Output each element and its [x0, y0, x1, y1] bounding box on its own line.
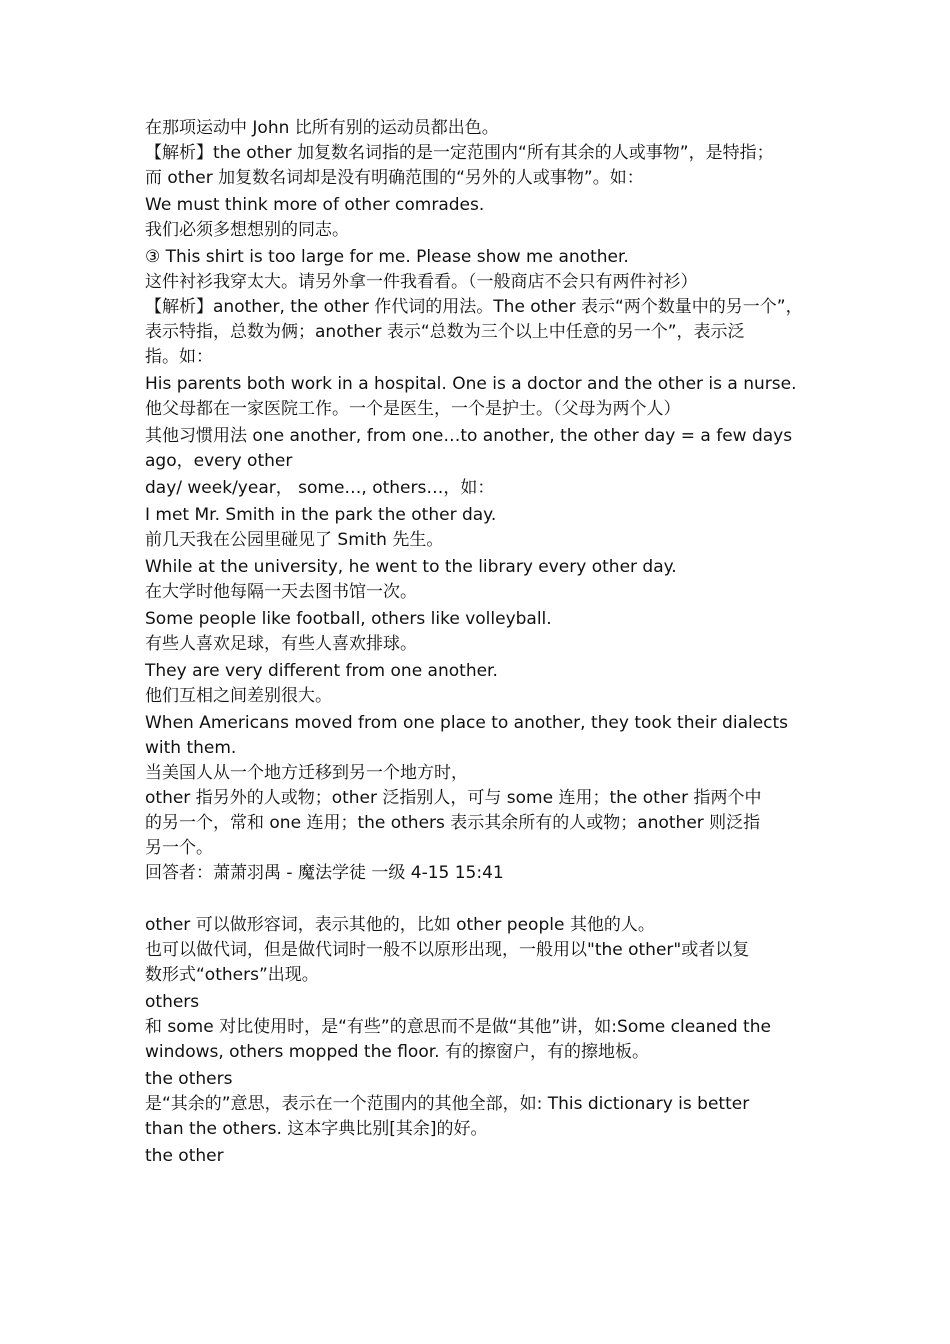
text-line: 这件衬衫我穿太大。请另外拿一件我看看。（一般商店不会只有两件衬衫）	[145, 272, 698, 292]
text-line: His parents both work in a hospital. One is a doctor and the other is a nurse.	[145, 374, 797, 394]
text-line: the other	[145, 1146, 224, 1166]
text-line: ③ This shirt is too large for me. Please show me another.	[145, 247, 629, 267]
text-line: When Americans moved from one place to another, they took their dialects	[145, 713, 789, 733]
text-line: than the others. 这本字典比别[其余]的好。	[145, 1119, 488, 1139]
text-line: 前几天我在公园里碰见了 Smith 先生。	[145, 530, 444, 550]
text-line: I met Mr. Smith in the park the other day.	[145, 505, 497, 525]
text-line: 在大学时他每隔一天去图书馆一次。	[145, 582, 417, 602]
text-line: 有些人喜欢足球，有些人喜欢排球。	[145, 634, 417, 654]
text-line: 在那项运动中 John 比所有别的运动员都出色。	[145, 118, 499, 138]
text-line: 另一个。	[145, 838, 213, 858]
text-line: other 指另外的人或物；other 泛指别人，可与 some 连用；the other 指两个中	[145, 788, 762, 808]
text-line: 【解析】the other 加复数名词指的是一定范围内“所有其余的人或事物”，是特指；	[145, 143, 774, 163]
text-line: others	[145, 992, 200, 1012]
text-line: 我们必须多想想别的同志。	[145, 220, 349, 240]
text-line: They are very different from one another.	[145, 661, 498, 681]
text-line: Some people like football, others like volleyball.	[145, 609, 552, 629]
text-line: ago，every other	[145, 451, 293, 471]
text-line: 和 some 对比使用时，是“有些”的意思而不是做“其他”讲，如:Some cleaned the	[145, 1017, 771, 1037]
text-line: 其他习惯用法 one another, from one…to another, the other day = a few days	[145, 426, 793, 446]
text-line: the others	[145, 1069, 233, 1089]
text-line: 也可以做代词，但是做代词时一般不以原形出现，一般用以"the other"或者以复	[145, 940, 750, 960]
document-body	[145, 116, 810, 1169]
text-line: with them.	[145, 738, 237, 758]
text-line: 而 other 加复数名词却是没有明确范围的“另外的人或事物”。如：	[145, 168, 644, 188]
answerer-line: 回答者：萧萧羽禺 - 魔法学徒 一级 4-15 15:41	[145, 863, 504, 883]
text-line: 是“其余的”意思，表示在一个范围内的其他全部，如: This dictionary is better	[145, 1094, 750, 1114]
text-line: While at the university, he went to the library every other day.	[145, 557, 677, 577]
text-line: 他们互相之间差别很大。	[145, 686, 332, 706]
text-line: 他父母都在一家医院工作。一个是医生，一个是护士。（父母为两个人）	[145, 399, 681, 419]
text-line: day/ week/year， some…, others…，如：	[145, 478, 495, 498]
text-line: 指。如：	[145, 347, 213, 367]
text-line: 数形式“others”出现。	[145, 965, 319, 985]
text-line: 的另一个，常和 one 连用；the others 表示其余所有的人或物；another 则泛指	[145, 813, 761, 833]
text-line: We must think more of other comrades.	[145, 195, 485, 215]
text-line: 【解析】another, the other 作代词的用法。The other 表示“两个数量中的另一个”，	[145, 297, 803, 317]
text-line: 表示特指，总数为俩；another 表示“总数为三个以上中任意的另一个”，表示泛	[145, 322, 745, 342]
text-line: 当美国人从一个地方迁移到另一个地方时，	[145, 763, 468, 783]
text-line: other 可以做形容词，表示其他的，比如 other people 其他的人。	[145, 915, 655, 935]
text-line: windows, others mopped the floor. 有的擦窗户，有的擦地板。	[145, 1042, 649, 1062]
